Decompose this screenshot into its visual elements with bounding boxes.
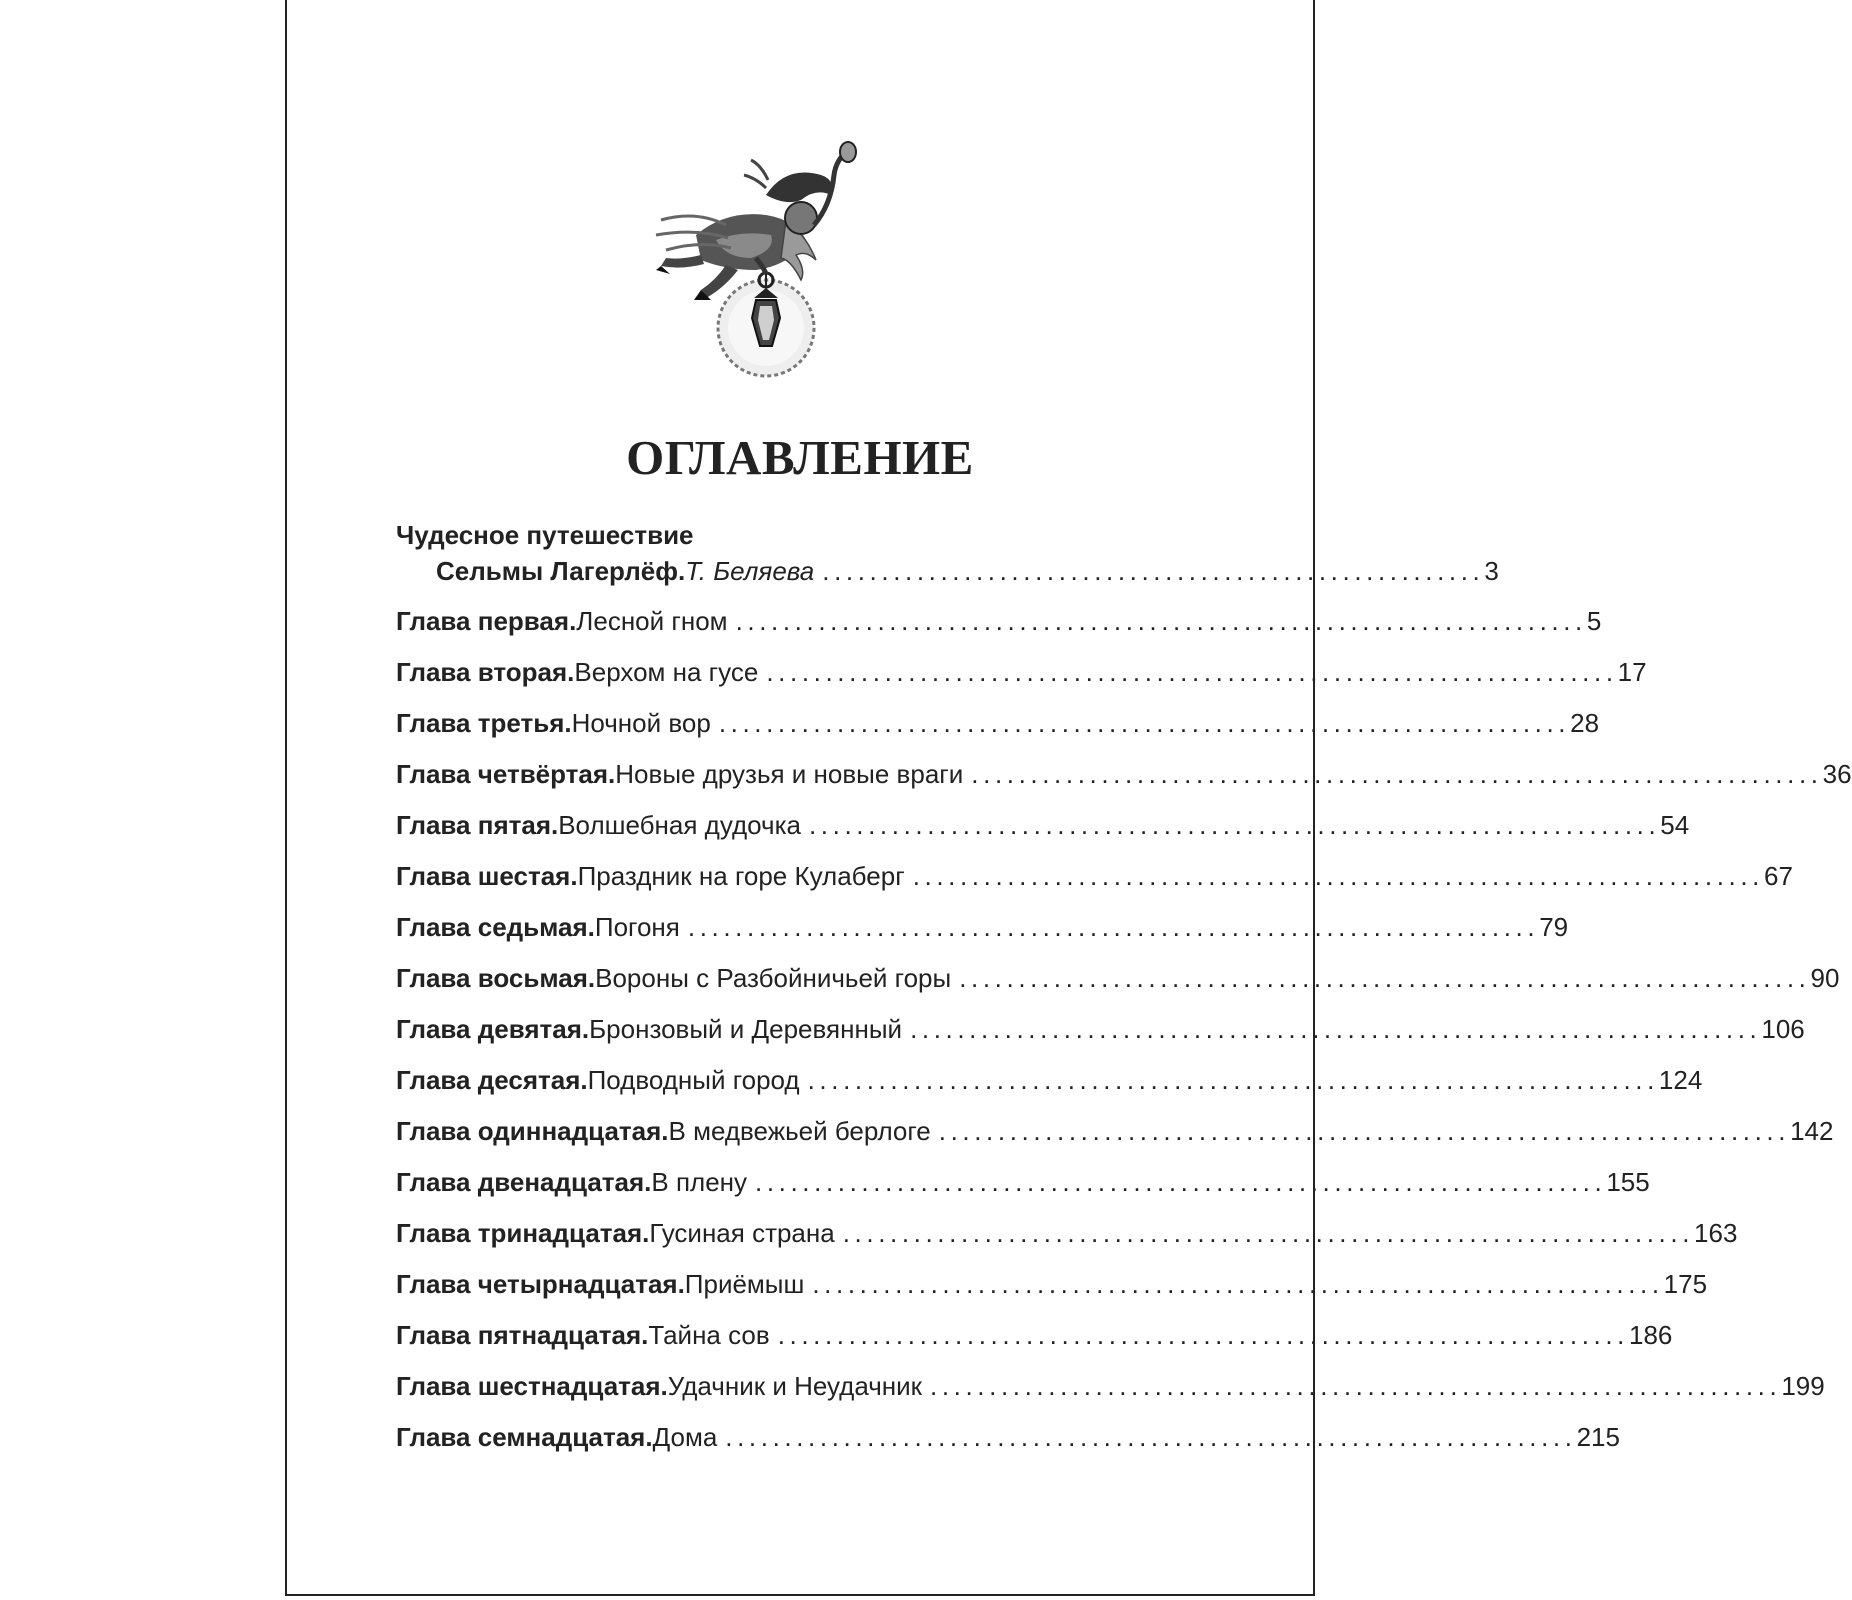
- chapter-title: В плену: [651, 1167, 748, 1197]
- chapter-label: Глава двенадцатая.: [396, 1167, 652, 1197]
- toc-chapter-entry[interactable]: [396, 1318, 1673, 1369]
- chapter-label: Глава одиннадцатая.: [396, 1116, 669, 1146]
- leader-dots: ........................................................................: [938, 1116, 1791, 1146]
- toc-chapter-entry[interactable]: [396, 1114, 1834, 1165]
- toc-chapter-entry[interactable]: [396, 1267, 1708, 1318]
- leader-dots: ........................................................................: [766, 657, 1618, 687]
- page-number: 163: [1694, 1218, 1738, 1248]
- toc-chapter-entry[interactable]: [396, 1420, 1620, 1471]
- leader-dots: ........................................................................: [777, 1320, 1629, 1350]
- chapter-title: Верхом на гусе: [574, 657, 759, 687]
- leader-dots: ........................................................................: [755, 1167, 1607, 1197]
- leader-dots: ........................................................................: [812, 1269, 1664, 1299]
- toc-chapter-entry[interactable]: [396, 1369, 1825, 1420]
- chapter-label: Глава девятая.: [396, 1014, 590, 1044]
- toc-chapter-entry[interactable]: [396, 808, 1690, 859]
- chapter-label: Глава седьмая.: [396, 912, 595, 942]
- leader-dots: ........................................................................: [930, 1371, 1782, 1401]
- page-number: 54: [1660, 810, 1690, 840]
- chapter-label: Глава семнадцатая.: [396, 1422, 653, 1452]
- page-number: 28: [1570, 708, 1600, 738]
- leader-dots: ........................................................................: [808, 810, 1661, 840]
- chapter-label: Глава пятая.: [396, 810, 559, 840]
- page-number: 90: [1810, 963, 1840, 993]
- toc-chapter-entry[interactable]: [396, 757, 1852, 808]
- toc-chapter-entry[interactable]: [396, 604, 1602, 655]
- chapter-title: Вороны с Разбойничьей горы: [595, 963, 952, 993]
- page-number: 36: [1822, 759, 1852, 789]
- flying-gnome-with-horn-and-lantern-icon: [656, 140, 856, 390]
- leader-dots: ........................................................: [822, 556, 1485, 586]
- leader-dots: ........................................................................: [718, 708, 1571, 738]
- leader-dots: ........................................................................: [971, 759, 1823, 789]
- chapter-title: Новые друзья и новые враги: [615, 759, 964, 789]
- chapter-title: Тайна сов: [648, 1320, 770, 1350]
- chapter-title: В медвежьей берлоге: [668, 1116, 931, 1146]
- chapter-title: Приёмыш: [684, 1269, 805, 1299]
- chapter-title: Лесной гном: [576, 606, 728, 636]
- chapter-label: Глава вторая.: [396, 657, 575, 687]
- chapter-title: Погоня: [594, 912, 680, 942]
- leader-dots: ........................................................................: [687, 912, 1540, 942]
- toc-chapter-entry[interactable]: [396, 655, 1647, 706]
- page-number: 5: [1586, 606, 1602, 636]
- chapter-label: Глава десятая.: [396, 1065, 588, 1095]
- chapter-title: Ночной вор: [571, 708, 711, 738]
- page-number: 106: [1761, 1014, 1805, 1044]
- page-number: 199: [1781, 1371, 1825, 1401]
- chapter-label: Глава четырнадцатая.: [396, 1269, 685, 1299]
- chapter-label: Глава первая.: [396, 606, 577, 636]
- chapter-title: Бронзовый и Деревянный: [589, 1014, 903, 1044]
- leader-dots: ........................................................................: [842, 1218, 1695, 1248]
- page-number: 67: [1764, 861, 1793, 891]
- chapter-title: Праздник на горе Кулаберг: [577, 861, 905, 891]
- chapter-label: Глава шестнадцатая.: [396, 1371, 668, 1401]
- intro-author: Т. Беляева: [685, 556, 815, 586]
- toc-intro-entry[interactable]: [396, 518, 1499, 604]
- page-number: 186: [1629, 1320, 1673, 1350]
- chapter-list: [396, 604, 1852, 1471]
- leader-dots: ........................................................................: [725, 1422, 1577, 1452]
- chapter-label: Глава четвёртая.: [396, 759, 616, 789]
- toc-chapter-entry[interactable]: [396, 1012, 1805, 1063]
- chapter-label: Глава восьмая.: [396, 963, 596, 993]
- toc-chapter-entry[interactable]: [396, 859, 1793, 910]
- chapter-label: Глава третья.: [396, 708, 572, 738]
- toc-chapter-entry[interactable]: [396, 1216, 1738, 1267]
- toc-chapter-entry[interactable]: [396, 910, 1569, 961]
- page-number: 79: [1539, 912, 1569, 942]
- chapter-label: Глава пятнадцатая.: [396, 1320, 649, 1350]
- leader-dots: ........................................................................: [735, 606, 1587, 636]
- page-number: 175: [1663, 1269, 1708, 1299]
- leader-dots: ........................................................................: [807, 1065, 1659, 1095]
- page-title: ОГЛАВЛЕНИЕ: [626, 430, 974, 485]
- page-number: 17: [1617, 657, 1647, 687]
- toc-chapter-entry[interactable]: [396, 1063, 1703, 1114]
- page-number: 155: [1606, 1167, 1650, 1197]
- intro-title-line2: [436, 554, 1499, 588]
- chapter-title: Дома: [652, 1422, 718, 1452]
- toc-chapter-entry[interactable]: [396, 706, 1600, 757]
- chapter-label: Глава тринадцатая.: [396, 1218, 650, 1248]
- page-number: 3: [1484, 556, 1499, 586]
- chapter-title: Гусиная страна: [649, 1218, 835, 1248]
- page-number: 142: [1790, 1116, 1834, 1146]
- leader-dots: ........................................................................: [912, 861, 1764, 891]
- toc-chapter-entry[interactable]: [396, 1165, 1650, 1216]
- leader-dots: ........................................................................: [959, 963, 1811, 993]
- intro-title-line2-bold: Сельмы Лагерлёф.: [436, 556, 686, 586]
- intro-title-line1: Чудесное путешествие: [396, 520, 694, 550]
- toc-chapter-entry[interactable]: [396, 961, 1840, 1012]
- chapter-label: Глава шестая.: [396, 861, 578, 891]
- leader-dots: ........................................................................: [910, 1014, 1762, 1044]
- page-number: 124: [1658, 1065, 1703, 1095]
- page-number: 215: [1576, 1422, 1620, 1452]
- chapter-title: Удачник и Неудачник: [667, 1371, 923, 1401]
- chapter-title: Подводный город: [587, 1065, 800, 1095]
- table-of-contents: [396, 518, 1852, 1471]
- chapter-title: Волшебная дудочка: [558, 810, 801, 840]
